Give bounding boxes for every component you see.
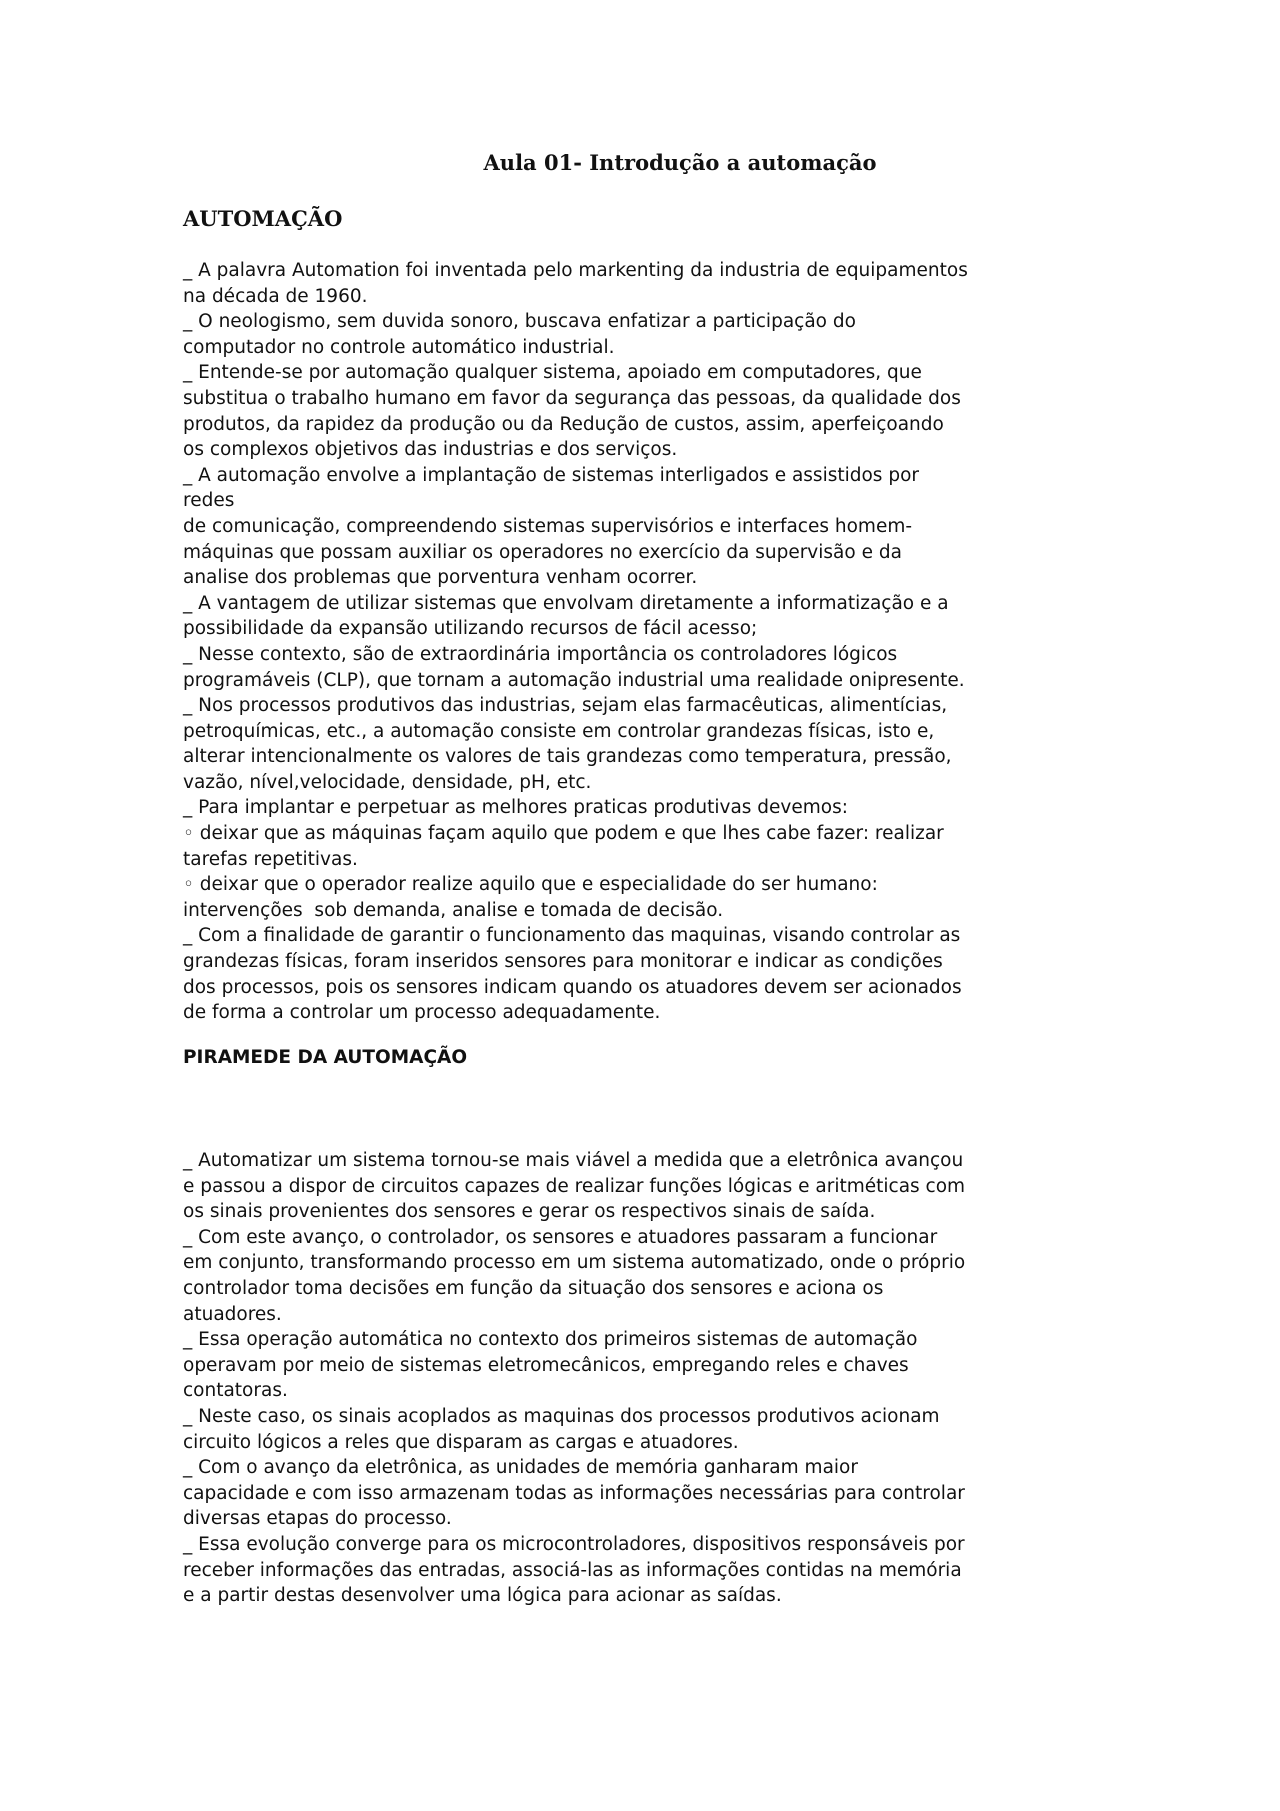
- text-line: redes: [183, 490, 235, 512]
- text-line: _ Essa evolução converge para os microcontroladores, dispositivos responsáveis por: [183, 1533, 965, 1555]
- text-line: e passou a dispor de circuitos capazes de realizar funções lógicas e aritméticas com: [183, 1175, 966, 1197]
- text-line: vazão, nível,velocidade, densidade, pH, etc.: [183, 771, 592, 793]
- text-line: analise dos problemas que porventura venham ocorrer.: [183, 567, 698, 589]
- text-line: circuito lógicos a reles que disparam as cargas e atuadores.: [183, 1431, 739, 1453]
- text-line: _ A automação envolve a implantação de sistemas interligados e assistidos por: [183, 464, 919, 486]
- text-line: de forma a controlar um processo adequadamente.: [183, 1002, 661, 1024]
- text-line: ◦ deixar que as máquinas façam aquilo que podem e que lhes cabe fazer: realizar: [183, 823, 944, 845]
- text-line: diversas etapas do processo.: [183, 1508, 452, 1530]
- text-line: _ Entende-se por automação qualquer sistema, apoiado em computadores, que: [183, 362, 922, 384]
- text-line: receber informações das entradas, associá-las as informações contidas na memória: [183, 1559, 962, 1581]
- text-line: dos processos, pois os sensores indicam quando os atuadores devem ser acionados: [183, 976, 962, 998]
- text-line: operavam por meio de sistemas eletromecânicos, empregando reles e chaves: [183, 1354, 909, 1376]
- section-body-automacao: [183, 258, 1103, 1026]
- text-line: os sinais provenientes dos sensores e gerar os respectivos sinais de saída.: [183, 1201, 876, 1223]
- text-line: atuadores.: [183, 1303, 282, 1325]
- text-line: em conjunto, transformando processo em um sistema automatizado, onde o próprio: [183, 1252, 966, 1274]
- text-line: possibilidade da expansão utilizando recursos de fácil acesso;: [183, 618, 758, 640]
- section-heading-automacao: AUTOMAÇÃO: [183, 206, 343, 231]
- text-line: capacidade e com isso armazenam todas as informações necessárias para controlar: [183, 1482, 965, 1504]
- section-body-piramide: [183, 1148, 1103, 1609]
- text-line: de comunicação, compreendendo sistemas supervisórios e interfaces homem-: [183, 515, 913, 537]
- text-line: _ Com a finalidade de garantir o funcionamento das maquinas, visando controlar as: [183, 925, 961, 947]
- text-line: na década de 1960.: [183, 285, 368, 307]
- section-heading-piramide: PIRAMEDE DA AUTOMAÇÃO: [183, 1047, 468, 1068]
- text-line: _ Nesse contexto, são de extraordinária importância os controladores lógicos: [183, 643, 898, 665]
- text-line: computador no controle automático industrial.: [183, 336, 615, 358]
- text-line: substitua o trabalho humano em favor da segurança das pessoas, da qualidade dos: [183, 387, 961, 409]
- text-line: contatoras.: [183, 1380, 288, 1402]
- text-line: tarefas repetitivas.: [183, 848, 358, 870]
- text-line: _ Para implantar e perpetuar as melhores praticas produtivas devemos:: [183, 797, 848, 819]
- text-line: _ A palavra Automation foi inventada pelo markenting da industria de equipamentos: [183, 260, 968, 281]
- text-line: _ Essa operação automática no contexto dos primeiros sistemas de automação: [183, 1329, 918, 1351]
- text-line: controlador toma decisões em função da situação dos sensores e aciona os: [183, 1277, 884, 1299]
- text-line: e a partir destas desenvolver uma lógica para acionar as saídas.: [183, 1585, 782, 1607]
- text-line: _ O neologismo, sem duvida sonoro, buscava enfatizar a participação do: [183, 311, 856, 333]
- text-line: programáveis (CLP), que tornam a automação industrial uma realidade onipresente.: [183, 669, 965, 691]
- text-line: _ Nos processos produtivos das industrias, sejam elas farmacêuticas, alimentícias,: [183, 695, 948, 717]
- text-line: _ Com o avanço da eletrônica, as unidades de memória ganharam maior: [183, 1457, 858, 1479]
- text-line: intervenções sob demanda, analise e tomada de decisão.: [183, 899, 724, 921]
- text-line: produtos, da rapidez da produção ou da Redução de custos, assim, aperfeiçoando: [183, 413, 944, 435]
- text-line: _ Automatizar um sistema tornou-se mais viável a medida que a eletrônica avançou: [183, 1150, 964, 1171]
- text-line: _ Neste caso, os sinais acoplados as maquinas dos processos produtivos acionam: [183, 1405, 940, 1427]
- text-line: _ A vantagem de utilizar sistemas que envolvam diretamente a informatização e a: [183, 592, 949, 614]
- text-line: _ Com este avanço, o controlador, os sensores e atuadores passaram a funcionar: [183, 1226, 938, 1248]
- text-line: ◦ deixar que o operador realize aquilo que e especialidade do ser humano:: [183, 874, 878, 896]
- text-line: alterar intencionalmente os valores de tais grandezas como temperatura, pressão,: [183, 746, 952, 768]
- text-line: máquinas que possam auxiliar os operadores no exercício da supervisão e da: [183, 541, 902, 563]
- text-line: petroquímicas, etc., a automação consiste em controlar grandezas físicas, isto e,: [183, 720, 935, 742]
- text-line: os complexos objetivos das industrias e dos serviços.: [183, 439, 678, 461]
- page-title: Aula 01- Introdução a automação: [483, 150, 877, 175]
- text-line: grandezas físicas, foram inseridos sensores para monitorar e indicar as condições: [183, 951, 943, 973]
